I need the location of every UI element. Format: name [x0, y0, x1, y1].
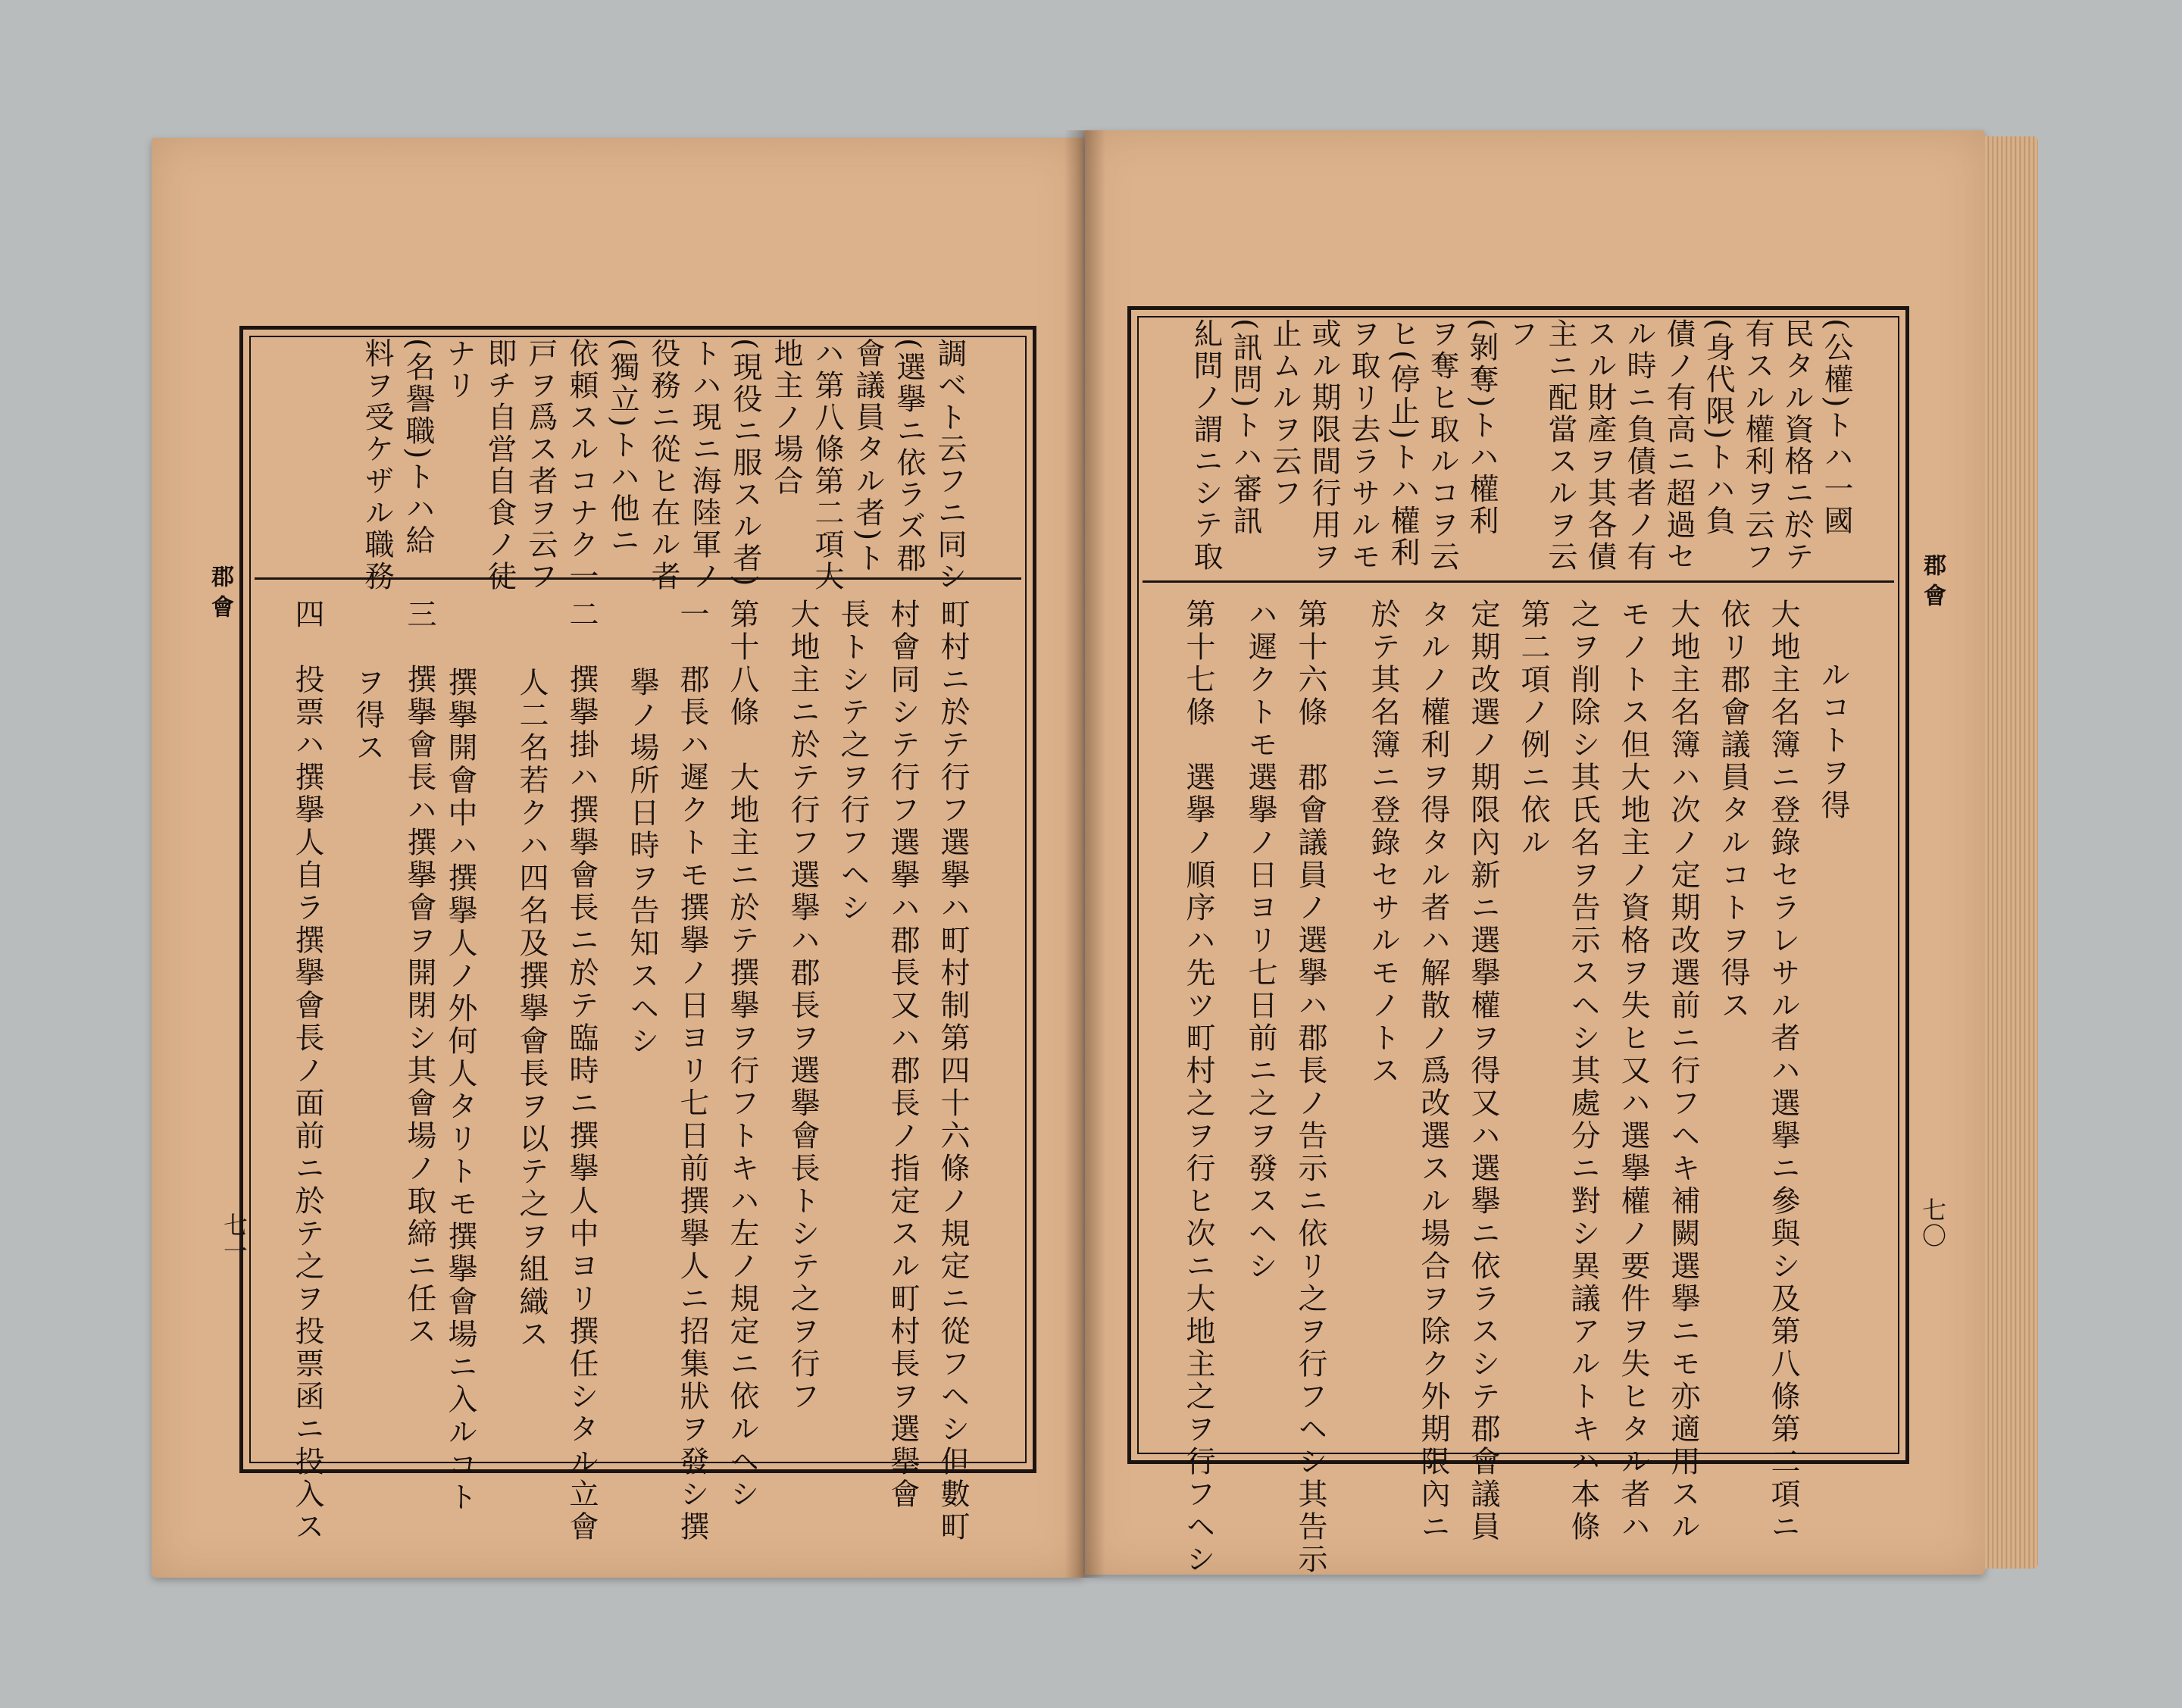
left-note-line: 役務ニ從ヒ在ル者	[646, 338, 680, 593]
right-note-line: 民タル資格ニ於テ	[1780, 318, 1814, 573]
right-note-line: (訊問)トハ審訊	[1228, 318, 1262, 537]
right-page-number: 七〇	[1918, 1197, 1947, 1249]
right-body-line: 大地主名簿ハ次ノ定期改選前ニ行フヘキ補闕選擧ニモ亦適用スル	[1666, 599, 1700, 1544]
right-note-line: ヲ奪ヒ取ルコヲ云	[1425, 318, 1459, 573]
right-note-line: (公權)トハ一國	[1819, 318, 1853, 537]
right-note-line: 或ル期限間行用ヲ	[1307, 318, 1341, 573]
right-note-line: フ	[1504, 318, 1538, 350]
page-edges	[1985, 136, 2038, 1569]
right-note-line: (身代限)トハ負	[1701, 318, 1735, 537]
right-body-line: モノトス但大地主ノ資格ヲ失ヒ又ハ選擧權ノ要件ヲ失ヒタル者ハ	[1616, 599, 1650, 1544]
right-note-line: 止ムルヲ云フ	[1268, 318, 1302, 509]
left-note-line: (名譽職)トハ給	[401, 338, 435, 557]
right-body-line: ハ遲クトモ選擧ノ日ヨリ七日前ニ之ヲ發スヘシ	[1243, 599, 1277, 1283]
left-body-line: 大地主ニ於テ行フ選擧ハ郡長ヲ選擧會長トシテ之ヲ行フ	[786, 599, 820, 1413]
left-body-line: 二 撰擧掛ハ撰擧會長ニ於テ臨時ニ撰擧人中ヨリ撰任シタル立會	[564, 599, 599, 1544]
left-body-line: 長トシテ之ヲ行フヘシ	[836, 599, 870, 924]
right-note-line: ヲ取リ去ラサルモ	[1346, 318, 1380, 573]
right-body-line: 依リ郡會議員タルコトヲ得ス	[1716, 599, 1750, 1022]
right-note-line: 債ノ有高ニ超過セ	[1662, 318, 1696, 573]
left-note-line: トハ現ニ海陸軍ノ	[687, 338, 721, 593]
left-note-line: 即チ自営自食ノ徒	[483, 338, 517, 593]
left-body-line: 人二名若クハ四名及撰擧會長ヲ以テ之ヲ組織ス	[514, 667, 549, 1351]
right-note-line: ル時ニ負債者ノ有	[1622, 318, 1656, 573]
right-body-line: 之ヲ削除シ其氏名ヲ告示スヘシ其處分ニ對シ異議アルトキハ本條	[1566, 599, 1600, 1544]
right-body-line: ルコトヲ得	[1816, 659, 1850, 822]
left-body-line: 四 投票ハ撰擧人自ラ撰擧會長ノ面前ニ於テ之ヲ投票函ニ投入ス	[290, 599, 324, 1544]
right-body-line: 第十六條 郡會議員ノ選擧ハ郡長ノ告示ニ依リ之ヲ行フヘシ其告示	[1293, 599, 1327, 1576]
right-note-line: スル財產ヲ其各債	[1583, 318, 1617, 573]
right-note-line: 主ニ配當スルヲ云	[1543, 318, 1577, 573]
left-page-number: 七一	[220, 1212, 249, 1264]
right-note-line: 糺問ノ謂ニシテ取	[1189, 318, 1223, 573]
right-body-line: 第十七條 選擧ノ順序ハ先ツ町村之ヲ行ヒ次ニ大地主之ヲ行フヘシ	[1181, 599, 1215, 1576]
left-note-line: (選擧ニ依ラズ郡	[892, 338, 926, 575]
left-note-line: 依頼スルコナク一	[564, 338, 599, 593]
right-note-line: (剝奪)トハ權利	[1465, 318, 1499, 537]
left-note-line: 會議員タル者)ト	[851, 338, 885, 575]
left-note-line: (獨立)トハ他ニ	[605, 338, 639, 557]
right-body-line: タルノ權利ヲ得タル者ハ解散ノ爲改選スル場合ヲ除ク外期限內ニ	[1416, 599, 1450, 1544]
left-body-line: ヲ得ス	[351, 667, 385, 765]
left-body-line: 町村ニ於テ行フ選擧ハ町村制第四十六條ノ規定ニ從フヘシ但數町	[936, 599, 970, 1544]
left-note-line: 調ベト云フニ同シ	[933, 338, 967, 593]
right-page-divider	[1143, 580, 1894, 583]
left-note-line: ハ第八條第二項大	[810, 338, 844, 593]
left-body-line: 村會同シテ行フ選擧ハ郡長又ハ郡長ノ指定スル町村長ヲ選擧會	[886, 599, 920, 1511]
right-body-line: 於テ其名簿ニ登錄セサルモノトス	[1366, 599, 1400, 1087]
left-note-line: 料ヲ受ケザル職務	[360, 338, 394, 593]
right-page-header: 郡會	[1919, 553, 1946, 614]
left-body-line: 擧ノ場所日時ヲ告知スヘシ	[625, 667, 659, 1058]
left-body-line: 一 郡長ハ遲クトモ撰擧ノ日ヨリ七日前撰擧人ニ招集狀ヲ發シ撰	[675, 599, 709, 1544]
left-note-line: ナリ	[442, 338, 476, 402]
left-note-line: 地主ノ場合	[769, 338, 803, 497]
right-body-line: 定期改選ノ期限內新ニ選擧權ヲ得又ハ選擧ニ依ラスシテ郡會議員	[1466, 599, 1500, 1544]
right-note-line: 有スル權利ヲ云フ	[1740, 318, 1774, 573]
right-body-line: 大地主名簿ニ登錄セラレサル者ハ選擧ニ參與シ及第八條第二項ニ	[1766, 599, 1800, 1544]
left-note-line: (現役ニ服スル者)	[728, 338, 762, 589]
right-note-line: ヒ(停止)トハ權利	[1386, 318, 1420, 569]
book-gutter	[1064, 130, 1105, 1578]
left-note-line: 戸ヲ爲ス者ヲ云フ	[524, 338, 558, 593]
left-body-line: 三 撰擧會長ハ撰擧會ヲ開閉シ其會場ノ取締ニ任ス	[402, 599, 436, 1348]
right-body-line: 第二項ノ例ニ依ル	[1516, 599, 1550, 859]
left-body-line: 撰擧開會中ハ撰擧人ノ外何人タリトモ撰擧會場ニ入ルコト	[443, 667, 477, 1514]
left-page-header: 郡會	[207, 565, 233, 625]
left-body-line: 第十八條 大地主ニ於テ撰擧ヲ行フトキハ左ノ規定ニ依ルヘシ	[725, 599, 759, 1511]
